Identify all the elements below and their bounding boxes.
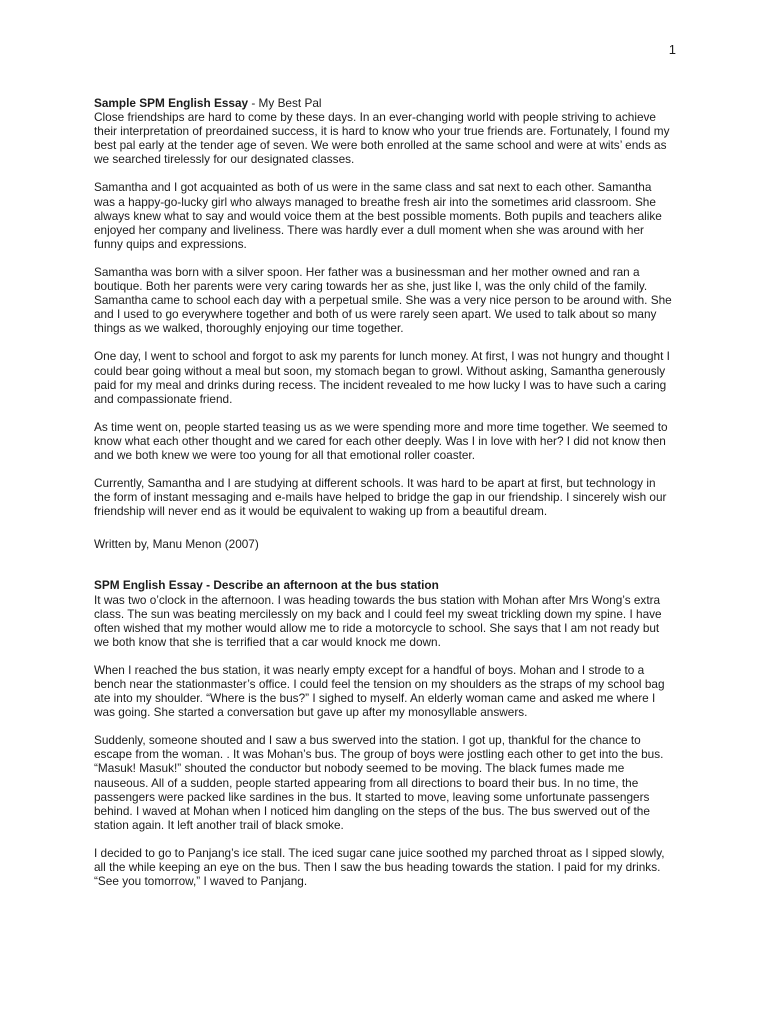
essay-paragraph xyxy=(94,96,674,166)
essay-paragraph-text: Close friendships are hard to come by these days. In an ever-changing world with people striving to achieve their interpretation of preordained success, it is hard to know who your true friends are. Fortunately, I found my best pal early at the tender age of seven. We were both enrolled at the same school and were at wits’ ends as we searched tirelessly for our designated classes. xyxy=(94,110,670,167)
essay-paragraph: Samantha was born with a silver spoon. Her father was a businessman and her mother owned and ran a boutique. Both her parents were very caring towards her as she, just like I, was the only child of the family. Samantha came to school each day with a perpetual smile. She was a very nice person to be around with. She and I used to go everywhere together and both of us were rarely seen apart. We used to talk about so many things as we walked, thoroughly enjoying our time together. xyxy=(94,264,672,336)
essay-paragraph: Suddenly, someone shouted and I saw a bus swerved into the station. I got up, thankful for the chance to escape from the woman. . It was Mohan’s bus. The group of boys were jostling each other to get into the bus. “Masuk! Masuk!” shouted the conductor but nobody seemed to be moving. The black fumes made me nauseous. All of a sudden, people started appearing from all directions to board their bus. In no time, the passengers were packed like sardines in the bus. It started to move, leaving some unfortunate passengers behind. I waved at Mohan when I noticed him dangling on the steps of the bus. The bus swerved out of the station again. It left another trail of black smoke. xyxy=(94,733,664,832)
essay-paragraph: As time went on, people started teasing us as we were spending more and more time together. We seemed to know what each other thought and we cared for each other deeply. Was I in love with her? I did not know then and we both knew we were too young for all that emotional roller coaster. xyxy=(94,419,668,462)
essay-paragraph: Samantha and I got acquainted as both of us were in the same class and sat next to each other. Samantha was a happy-go-lucky girl who always managed to breathe fresh air into the sometimes arid classroom. She always knew what to say and would voice them at the best possible moments. Both pupils and teachers alike enjoyed her company and liveliness. There was hardly ever a dull moment when she was around with her funny quips and expressions. xyxy=(94,180,662,251)
essay-paragraph: Currently, Samantha and I are studying at different schools. It was hard to be apart at first, but technology in the form of instant messaging and e-mails have helped to bridge the gap in our friendship. I sincerely wish our friendship will never end as it would be equivalent to waking up from a beautiful dream. xyxy=(94,476,667,519)
essay-paragraph: When I reached the bus station, it was nearly empty except for a handful of boys. Mohan and I strode to a bench near the stationmaster’s office. I could feel the tension on my shoulders as the straps of my school bag ate into my shoulder. “Where is the bus?” I sighed to myself. An elderly woman came and asked me where I was going. She started a conversation but gave up after my monosyllable answers. xyxy=(94,662,665,720)
essay-paragraph xyxy=(94,578,674,648)
essay-title: SPM English Essay - Describe an afternoon at the bus station xyxy=(94,578,439,593)
essay-subtitle: - My Best Pal xyxy=(248,96,322,110)
essay-title: Sample SPM English Essay xyxy=(94,96,249,110)
essay-paragraph: I decided to go to Panjang’s ice stall. The iced sugar cane juice soothed my parched throat as I sipped slowly, all the while keeping an eye on the bus. Then I saw the bus heading towards the station. I paid for my drinks. “See you tomorrow,” I waved to Panjang. xyxy=(94,845,665,889)
essay-paragraph-text: It was two o’clock in the afternoon. I was heading towards the bus station with Mohan after Mrs Wong’s extra class. The sun was beating mercilessly on my back and I could feel my sweat trickling down my spine. I have often wished that my mother would allow me to ride a motorcycle to school. She says that I am not ready but we both know that she is terrified that a car would knock me down. xyxy=(94,592,662,649)
essay-paragraph: One day, I went to school and forgot to ask my parents for lunch money. At first, I was not hungry and thought I could bear going without a meal but soon, my stomach began to growl. Without asking, Samantha generously paid for my meal and drinks during recess. The incident revealed to me how lucky I was to have such a caring and compassionate friend. xyxy=(94,349,670,406)
essay-best-pal xyxy=(94,96,674,551)
document-body xyxy=(94,96,674,902)
essay-author: Written by, Manu Menon (2007) xyxy=(94,537,259,552)
page-number: 1 xyxy=(668,42,676,57)
essay-bus-station xyxy=(94,578,674,888)
